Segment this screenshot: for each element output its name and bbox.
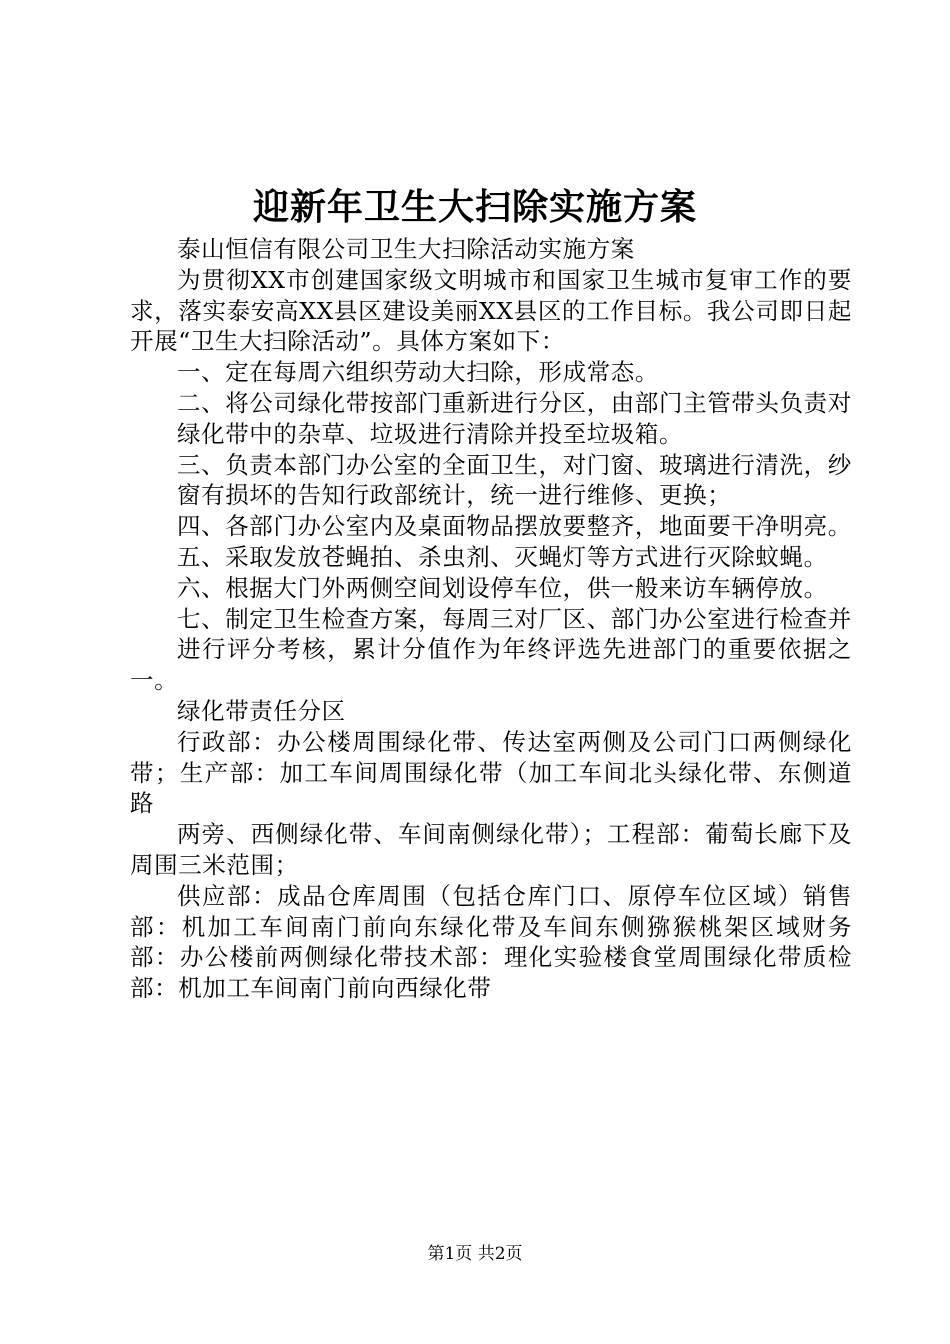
paragraph-item-3-cont: 窗有损坏的告知行政部统计，统一进行维修、更换； (177, 481, 732, 510)
paragraph-item-7: 七、制定卫生检查方案，每周三对厂区、部门办公室进行检查并 (177, 604, 852, 633)
document-title: 迎新年卫生大扫除实施方案 (252, 186, 697, 228)
paragraph-item-2: 二、将公司绿化带按部门重新进行分区，由部门主管带头负责对 (177, 388, 852, 417)
paragraph-zone-supply-others: 供应部：成品仓库周围（包括仓库门口、原停车位区域）销售部：机加工车间南门前向东绿化带及车间东侧猕猴桃架区域财务部：办公楼前两侧绿化带技术部：理化实验楼食堂周围绿化带质检部：机加工车间南门前向西绿化带 (130, 881, 852, 1003)
paragraph-item-6: 六、根据大门外两侧空间划设停车位，供一般来访车辆停放。 (177, 573, 828, 602)
paragraph-item-7-cont: 进行评分考核，累计分值作为年终评选先进部门的重要依据之一。 (130, 635, 852, 695)
paragraph-zone-engineering: 两旁、西侧绿化带、车间南侧绿化带）；工程部：葡萄长廊下及周围三米范围； (130, 820, 852, 879)
page-number: 第1页 共2页 (427, 1244, 523, 1264)
paragraph-item-1: 一、定在每周六组织劳动大扫除，形成常态。 (177, 358, 659, 387)
document-body (130, 234, 852, 1004)
paragraph-zone-admin-production: 行政部：办公楼周围绿化带、传达室两侧及公司门口两侧绿化带；生产部：加工车间周围绿化带（加工车间北头绿化带、东侧道路 (130, 727, 852, 818)
paragraph-item-2-cont: 绿化带中的杂草、垃圾进行清除并投至垃圾箱。 (177, 419, 684, 448)
paragraph-company-heading: 泰山恒信有限公司卫生大扫除活动实施方案 (177, 235, 635, 263)
paragraph-zone-heading: 绿化带责任分区 (177, 696, 346, 725)
paragraph-intro: 为贯彻XX市创建国家级文明城市和国家卫生城市复审工作的要求，落实泰安高XX县区建设美丽XX县区的工作目标。我公司即日起开展“卫生大扫除活动”。具体方案如下： (130, 265, 852, 356)
paragraph-item-4: 四、各部门办公室内及桌面物品摆放要整齐，地面要干净明亮。 (177, 512, 852, 541)
paragraph-item-5: 五、采取发放苍蝇拍、杀虫剂、灭蝇灯等方式进行灭除蚊蝇。 (177, 542, 828, 571)
paragraph-item-3: 三、负责本部门办公室的全面卫生，对门窗、玻璃进行清洗，纱 (177, 450, 852, 479)
